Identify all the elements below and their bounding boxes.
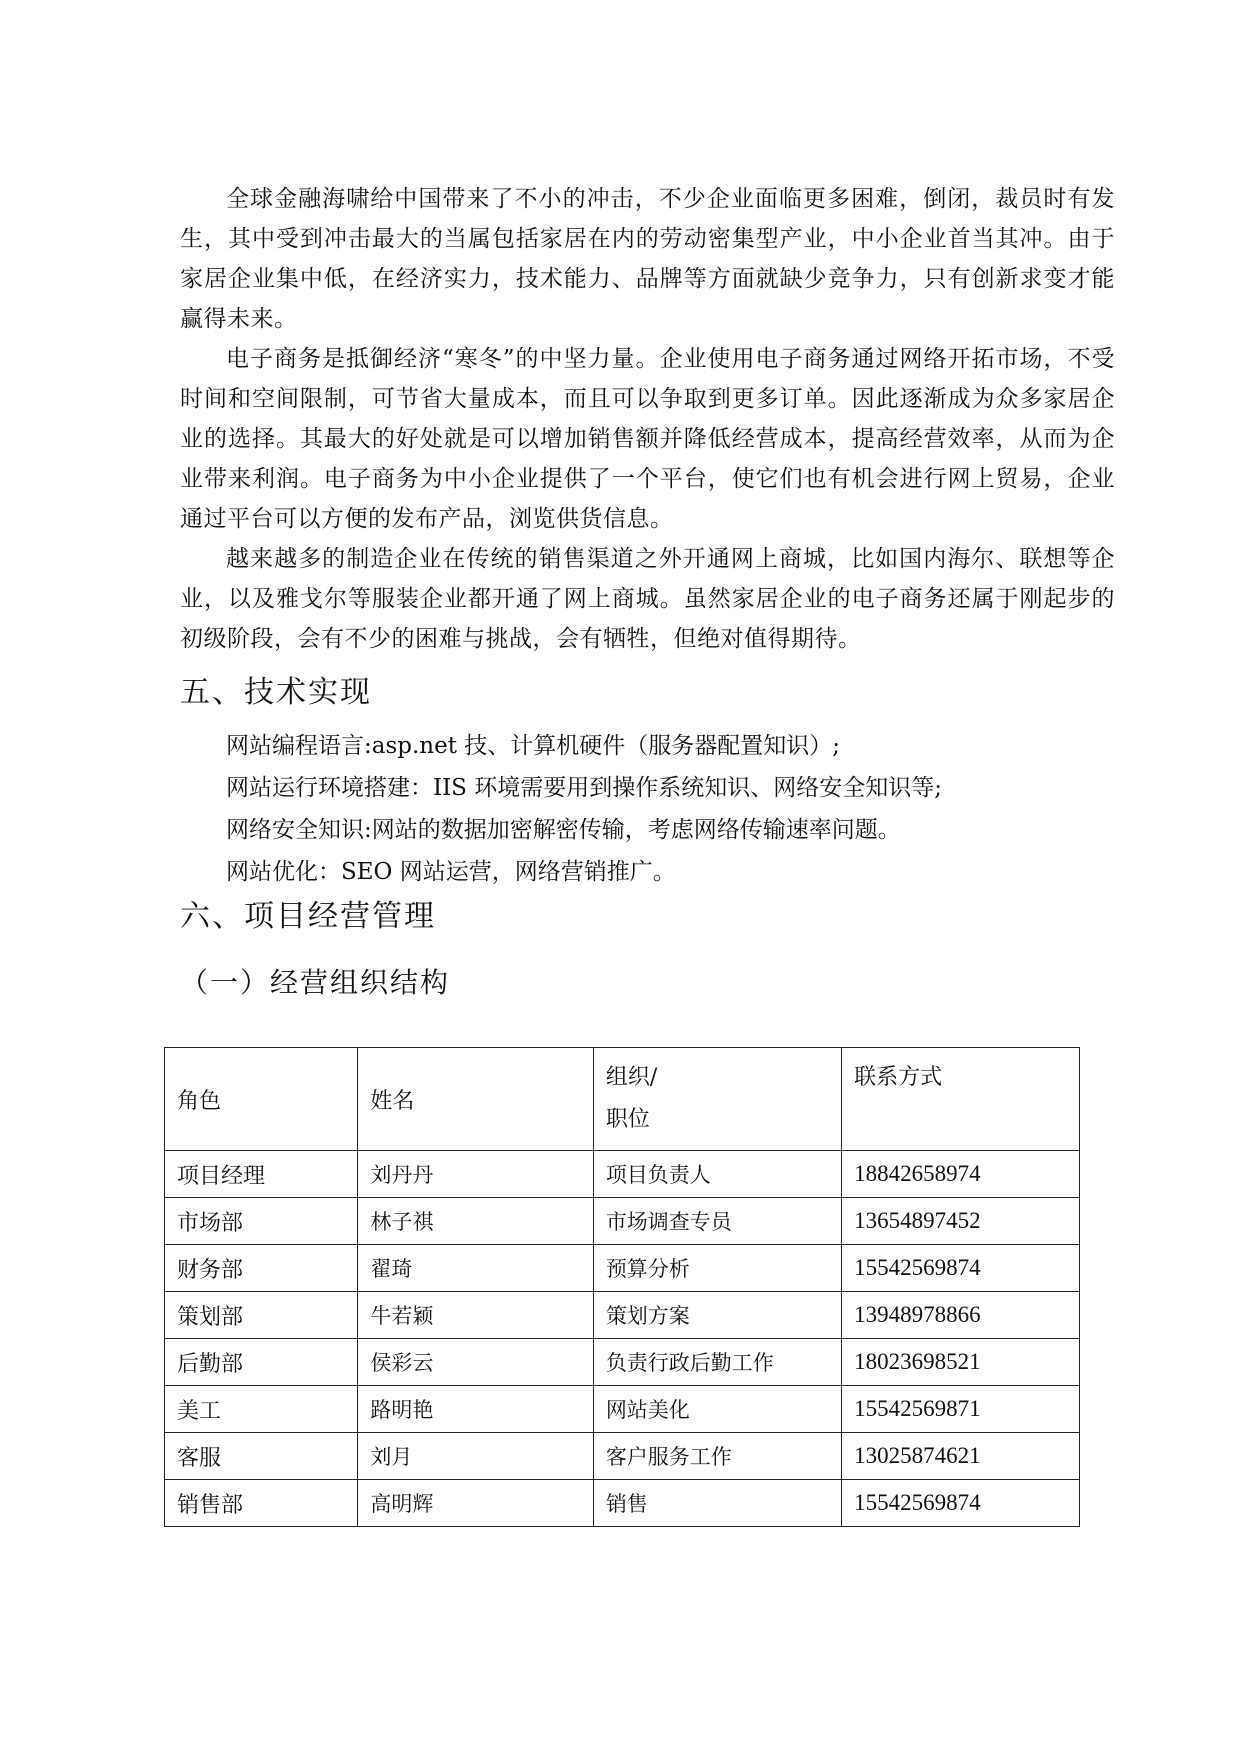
header-org-line1: 组织/ <box>605 1065 658 1090</box>
table-row <box>165 1386 1080 1433</box>
table-row <box>165 1292 1080 1339</box>
cell-phone: 13948978866 <box>842 1292 1080 1339</box>
cell-phone: 15542569874 <box>842 1480 1080 1527</box>
cell-name: 刘月 <box>358 1433 593 1480</box>
cell-phone: 18842658974 <box>842 1151 1080 1198</box>
list-item: 网站编程语言:asp.net 技、计算机硬件（服务器配置知识）; <box>226 733 841 759</box>
cell-name: 刘丹丹 <box>358 1151 593 1198</box>
cell-name: 林子祺 <box>358 1198 593 1245</box>
cell-position: 网站美化 <box>593 1386 841 1433</box>
cell-role: 后勤部 <box>165 1339 358 1386</box>
table-row <box>165 1151 1080 1198</box>
header-role: 角色 <box>165 1048 358 1151</box>
header-name: 姓名 <box>358 1048 593 1151</box>
table-row <box>165 1480 1080 1527</box>
cell-name: 牛若颖 <box>358 1292 593 1339</box>
paragraph-financial-crisis: 全球金融海啸给中国带来了不小的冲击，不少企业面临更多困难，倒闭，裁员时有发生，其中受到冲击最大的当属包括家居在内的劳动密集型产业，中小企业首当其冲。由于家居企业集中低，在经济实力，技术能力、品牌等方面就缺少竞争力，只有创新求变才能赢得未来。 <box>180 186 1115 332</box>
table-row <box>165 1245 1080 1292</box>
cell-phone: 13654897452 <box>842 1198 1080 1245</box>
cell-position: 市场调查专员 <box>593 1198 841 1245</box>
table-row <box>165 1339 1080 1386</box>
cell-position: 客户服务工作 <box>593 1433 841 1480</box>
cell-role: 项目经理 <box>165 1151 358 1198</box>
cell-role: 销售部 <box>165 1480 358 1527</box>
table-header-row <box>165 1048 1080 1151</box>
section-heading-tech: 五、技术实现 <box>180 675 372 710</box>
cell-phone: 13025874621 <box>842 1433 1080 1480</box>
cell-name: 翟琦 <box>358 1245 593 1292</box>
paragraph-ecommerce-benefits: 电子商务是抵御经济“寒冬”的中坚力量。企业使用电子商务通过网络开拓市场，不受时间和空间限制，可节省大量成本，而且可以争取到更多订单。因此逐渐成为众多家居企业的选择。其最大的好处就是可以增加销售额并降低经营成本，提高经营效率，从而为企业带来利润。电子商务为中小企业提供了一个平台，使它们也有机会进行网上贸易，企业通过平台可以方便的发布产品，浏览供货信息。 <box>180 346 1115 532</box>
tech-requirements-list <box>226 725 942 893</box>
cell-position: 策划方案 <box>593 1292 841 1339</box>
cell-position: 负责行政后勤工作 <box>593 1339 841 1386</box>
list-item: 网站运行环境搭建：IIS 环境需要用到操作系统知识、网络安全知识等; <box>226 775 942 801</box>
cell-role: 市场部 <box>165 1198 358 1245</box>
cell-position: 预算分析 <box>593 1245 841 1292</box>
table-row <box>165 1433 1080 1480</box>
cell-role: 财务部 <box>165 1245 358 1292</box>
cell-name: 高明辉 <box>358 1480 593 1527</box>
table-row <box>165 1198 1080 1245</box>
cell-name: 侯彩云 <box>358 1339 593 1386</box>
cell-name: 路明艳 <box>358 1386 593 1433</box>
cell-phone: 15542569874 <box>842 1245 1080 1292</box>
cell-role: 美工 <box>165 1386 358 1433</box>
cell-phone: 18023698521 <box>842 1339 1080 1386</box>
header-contact: 联系方式 <box>842 1048 1080 1151</box>
cell-position: 销售 <box>593 1480 841 1527</box>
header-org-line2: 职位 <box>605 1107 650 1132</box>
list-item: 网络安全知识:网站的数据加密解密传输，考虑网络传输速率问题。 <box>226 817 901 843</box>
section-heading-management: 六、项目经营管理 <box>180 899 436 934</box>
cell-role: 策划部 <box>165 1292 358 1339</box>
org-structure-table <box>164 1047 1080 1527</box>
cell-phone: 15542569871 <box>842 1386 1080 1433</box>
paragraph-online-mall-trend: 越来越多的制造企业在传统的销售渠道之外开通网上商城，比如国内海尔、联想等企业，以及雅戈尔等服装企业都开通了网上商城。虽然家居企业的电子商务还属于刚起步的初级阶段，会有不少的困难与挑战，会有牺牲，但绝对值得期待。 <box>180 546 1115 652</box>
header-org-position <box>593 1048 841 1151</box>
subsection-heading-org: （一）经营组织结构 <box>180 966 451 999</box>
list-item: 网站优化：SEO 网站运营，网络营销推广。 <box>226 859 676 885</box>
cell-role: 客服 <box>165 1433 358 1480</box>
cell-position: 项目负责人 <box>593 1151 841 1198</box>
